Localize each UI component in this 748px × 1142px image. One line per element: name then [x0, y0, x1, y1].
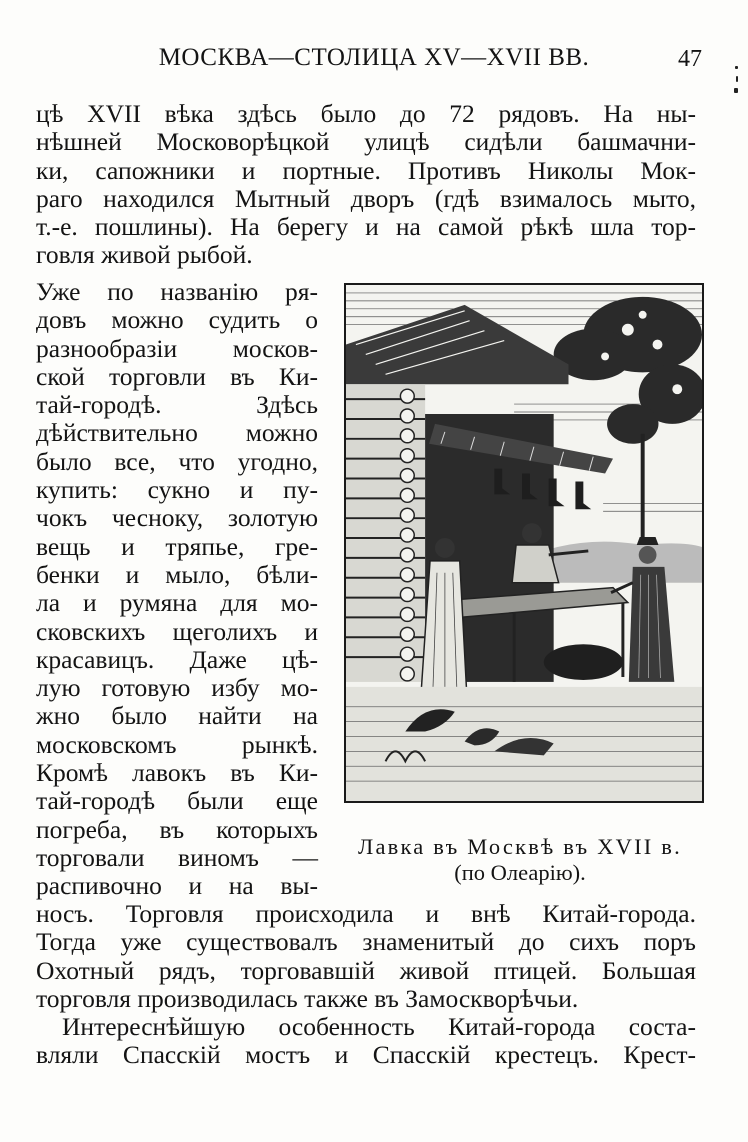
text-line: жно было найти на	[36, 701, 318, 731]
page-number: 47	[678, 46, 702, 72]
text-line: Уже по названію ря-	[36, 277, 318, 306]
figure-caption	[330, 834, 710, 886]
text-line: нѣшней Московорѣцкой улицѣ сидѣли башмачни-	[36, 127, 696, 157]
bottom-paragraph	[36, 900, 696, 1013]
text-line: тай-городѣ. Здѣсь	[36, 390, 318, 420]
text-line: чокъ чесноку, золотую	[36, 503, 318, 533]
text-line: т.-е. пошлины). На берегу и на самой рѣкѣ шла тор-	[36, 212, 696, 242]
text-line: говля живой рыбой.	[36, 240, 253, 270]
text-line: красавицъ. Даже цѣ-	[36, 644, 318, 674]
text-line: вещь и тряпье, гре-	[36, 531, 318, 561]
text-line: бенки и мыло, бѣли-	[36, 559, 318, 589]
text-line: довъ можно судить о	[36, 305, 318, 335]
text-line: Охотный рядъ, торговавшій живой птицей. Большая	[36, 955, 696, 985]
text-line: разнообразіи москов-	[36, 333, 318, 363]
text-line: дѣйствительно можно	[36, 418, 318, 448]
text-line: Тогда уже существовалъ знаменитый до сихъ поръ	[36, 927, 696, 957]
text-line: погреба, въ которыхъ	[36, 814, 318, 844]
last-paragraph	[36, 1013, 696, 1070]
top-paragraph	[36, 100, 696, 270]
text-line: купить: сукно и пу-	[36, 475, 318, 505]
text-line: носъ. Торговля происходила и внѣ Китай-города.	[36, 899, 696, 928]
column-paragraph	[36, 278, 318, 901]
text-line: ки, сапожники и портные. Противъ Николы Мок-	[36, 155, 696, 185]
text-line: цѣ XVII вѣка здѣсь было до 72 рядовъ. На ны-	[36, 99, 696, 128]
text-line: Интереснѣйшую особенность Китай-города соста-	[62, 1012, 696, 1041]
caption-line: (по Олеарію).	[454, 860, 586, 885]
text-line: ла и румяна для мо-	[36, 588, 318, 618]
text-line: было все, что угодно,	[36, 446, 318, 476]
text-line: раго находился Мытный дворъ (гдѣ взималось мыто,	[36, 183, 696, 213]
text-line: сковскихъ щеголихъ и	[36, 616, 318, 646]
text-line: распивочно и на вы-	[36, 871, 318, 901]
text-line: ской торговли въ Ки-	[36, 361, 318, 391]
page-header	[0, 44, 748, 84]
text-line: московскомъ рынкѣ.	[36, 729, 318, 759]
text-line: торговали виномъ —	[36, 842, 318, 872]
print-speck	[734, 66, 740, 96]
text-line: лую готовую избу мо-	[36, 673, 318, 703]
running-title: МОСКВА—СТОЛИЦА XV—XVII ВВ.	[158, 44, 590, 71]
text-line: торговля производилась также въ Замоскворѣчьи.	[36, 983, 579, 1013]
text-line: Кромѣ лавокъ въ Ки-	[36, 758, 318, 788]
text-line: тай-городѣ были еще	[36, 786, 318, 816]
caption-line: Лавка въ Москвѣ въ XVII в.	[358, 834, 682, 859]
text-line: вляли Спасскій мостъ и Спасскій крестецъ. Крест-	[36, 1040, 696, 1070]
engraving-illustration	[344, 283, 704, 803]
